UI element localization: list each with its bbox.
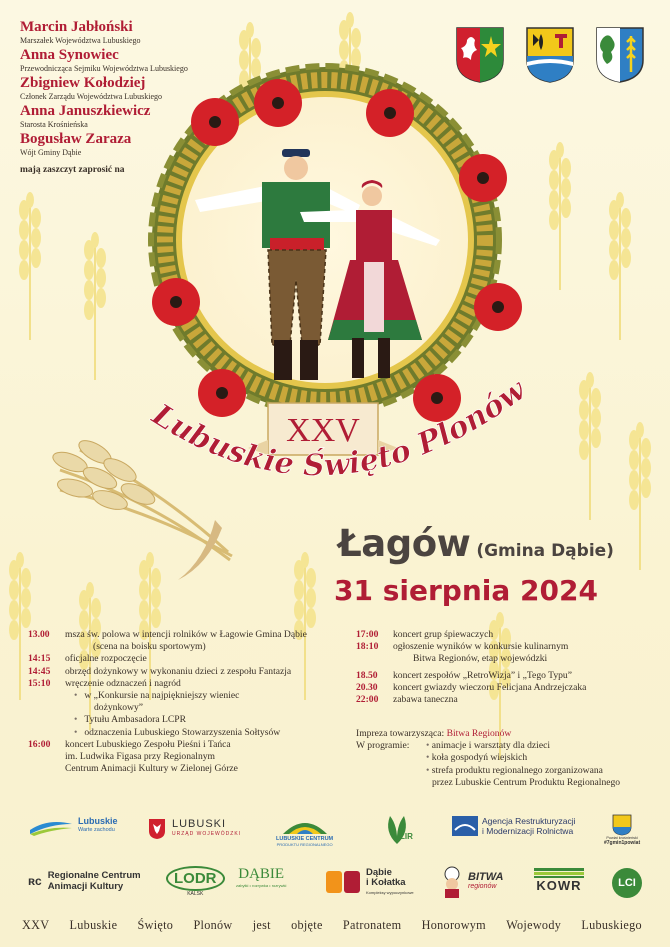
schedule-event: wręczenie odznaczeń i nagród: [65, 677, 181, 689]
schedule-time: 22:00: [356, 694, 379, 706]
schedule-row: [28, 739, 348, 751]
host-role: Wójt Gminy Dąbie: [20, 148, 82, 157]
footer-word: Lubuskie: [69, 918, 118, 932]
schedule-time: 18:10: [356, 641, 379, 653]
schedule-event: zabawa taneczna: [393, 694, 458, 706]
host-name: Marcin Jabłoński: [20, 19, 133, 35]
schedule-time: 18.50: [356, 669, 378, 681]
host-role: Członek Zarządu Województwa Lubuskiego: [20, 92, 163, 101]
rcak-mark-icon: ʀᴄ: [28, 874, 42, 888]
kowr-stripes-icon: [534, 868, 584, 878]
eagle-icon: [148, 818, 166, 840]
host-name: Anna Synowiec: [20, 47, 119, 63]
dabie-logo: DĄBIE zabytki • rozrywka • rozrywki: [236, 866, 287, 888]
patronage-footer: [22, 918, 642, 933]
lubuskie-logo: Lubuskie Warte zachodu: [28, 816, 118, 836]
program-item: • strefa produktu regionalnego zorganizowana: [426, 765, 620, 777]
lcpr-emblem-icon: [279, 808, 331, 836]
host-role: Przewodnicząca Sejmiku Województwa Lubuskiego: [20, 64, 188, 73]
program-item: • koła gospodyń wiejskich: [426, 752, 620, 764]
schedule-time: 14:45: [28, 665, 51, 677]
schedule-event: msza św. polowa w intencji rolników w Łagowie Gmina Dąbie: [65, 629, 307, 640]
schedule-row: [28, 678, 348, 690]
invite-text: mają zaszczyt zaprosić na: [20, 165, 125, 175]
schedule-event: koncert gwiazdy wieczoru Felicjana Andrzejczaka: [393, 681, 587, 693]
schedule-row: Bitwa Regionów, etap wojewódzki: [413, 653, 548, 665]
footer-word: Wojewody: [506, 918, 562, 932]
host-role: Starosta Krośnieńska: [20, 120, 88, 129]
lir-logo: LIR: [380, 812, 413, 846]
event-location: [338, 522, 614, 565]
footer-word: jest: [252, 918, 271, 932]
schedule-row: [356, 694, 656, 706]
schedule-event: koncert grup śpiewaczych: [393, 629, 494, 640]
host-name: Anna Januszkiewicz: [20, 103, 151, 119]
side-event-name: Bitwa Regionów: [446, 728, 512, 739]
schedule-left: [28, 629, 348, 775]
lci-logo: LCI: [612, 868, 642, 898]
lcpr-logo: LUBUSKIE CENTRUM PRODUKTU REGIONALNEGO: [276, 808, 333, 847]
schedule-event: oficjalne rozpoczęcie: [65, 653, 147, 665]
footer-word: objęte: [291, 918, 323, 932]
schedule-row: Centrum Animacji Kultury w Zielonej Górze: [65, 763, 238, 775]
host-name: Zbigniew Kołodziej: [20, 75, 146, 91]
schedule-time: 17:00: [356, 629, 379, 640]
event-date: 31 sierpnia 2024: [334, 574, 598, 607]
schedule-subitem: • w „Konkursie na najpiękniejszy wieniec: [28, 690, 348, 702]
schedule-subitem-cont: dożynkowy”: [94, 702, 144, 714]
program-label: W programie:: [356, 740, 410, 752]
side-event: [356, 728, 656, 789]
schedule-time: 20.30: [356, 681, 378, 693]
powiat-crest-icon: [612, 814, 632, 836]
schedule-time: 16:00: [28, 738, 51, 750]
powiat-logo: Powiat krośnieński #7gmin1powiat: [604, 814, 640, 846]
schedule-row: [28, 629, 348, 641]
lubuskie-swoosh-icon: [28, 816, 74, 836]
schedule-event: koncert zespołów „RetroWizja” i „Tego Typu”: [393, 669, 572, 681]
host-role: Marszałek Województwa Lubuskiego: [20, 36, 141, 45]
schedule-row: [356, 629, 656, 641]
footer-word: Lubuskiego: [581, 918, 642, 932]
side-event-title: Impreza towarzysząca: Bitwa Regionów: [356, 728, 512, 739]
footer-word: Święto: [137, 918, 174, 932]
urzad-wojewodzki-logo: LUBUSKI URZĄD WOJEWÓDZKI: [148, 818, 241, 840]
lodr-logo: LODR KALSK: [166, 866, 225, 897]
schedule-row: [356, 641, 656, 653]
event-name: Lubuskie Święto Plonów: [145, 372, 533, 484]
footer-word: Plonów: [193, 918, 233, 932]
program-item-cont: przez Lubuskie Centrum Produktu Regionalnego: [432, 776, 621, 788]
footer-word: Honorowym: [421, 918, 486, 932]
lir-emblem-icon: [380, 812, 414, 846]
schedule-time: 13.00: [28, 629, 50, 640]
schedule-subitem: • Tytułu Ambasadora LCPR: [28, 714, 348, 726]
sponsor-logos: [0, 808, 670, 908]
schedule-time: 15:10: [28, 677, 51, 689]
schedule-row: [28, 653, 348, 665]
schedule-row: [356, 670, 656, 682]
schedule-event: obrzęd dożynkowy w wykonaniu dzieci z zespołu Fantazja: [65, 665, 292, 677]
edition-number: XXV: [286, 412, 360, 449]
host-name: Bogusław Zaraza: [20, 131, 132, 147]
schedule-right: [356, 629, 656, 706]
schedule-row: [28, 641, 348, 653]
bitwa-regionow-logo: BITWA regionów: [440, 866, 503, 898]
schedule-event: ogłoszenie wyników w konkursie kulinarnym: [393, 641, 569, 653]
dk-mark-icon: [326, 871, 362, 895]
arimr-logo: Agencja Restrukturyzacji i Modernizacji Rolnictwa: [452, 816, 576, 836]
place-municipality: (Gmina Dąbie): [476, 541, 614, 561]
schedule-event: koncert Lubuskiego Zespołu Pieśni i Tańca: [65, 738, 231, 750]
schedule-row: [28, 666, 348, 678]
footer-word: XXV: [22, 918, 50, 932]
schedule-row: [356, 682, 656, 694]
rcak-logo: ʀᴄ Regionalne Centrum Animacji Kultury: [28, 870, 141, 892]
schedule-subitem: • odznaczenia Lubuskiego Stowarzyszenia Sołtysów: [28, 727, 348, 739]
star-performer: Felicjana Andrzejczaka: [496, 681, 587, 693]
footer-word: Patronatem: [342, 918, 402, 932]
kowr-logo: KOWR: [534, 868, 584, 893]
program-item: • animacje i warsztaty dla dzieci: [426, 740, 620, 752]
schedule-event: (scena na boisku sportowym): [93, 641, 206, 653]
side-event-program: [356, 740, 656, 789]
schedule-row: im. Ludwika Figasa przy Regionalnym: [65, 751, 216, 763]
arimr-emblem-icon: [452, 816, 478, 836]
schedule-time: 14:15: [28, 653, 51, 665]
chef-icon: [440, 866, 464, 898]
dk-logo: Dąbie i Kołatka Kompleksy wypoczynkowe: [326, 868, 414, 898]
place-name: Łagów: [338, 522, 471, 565]
